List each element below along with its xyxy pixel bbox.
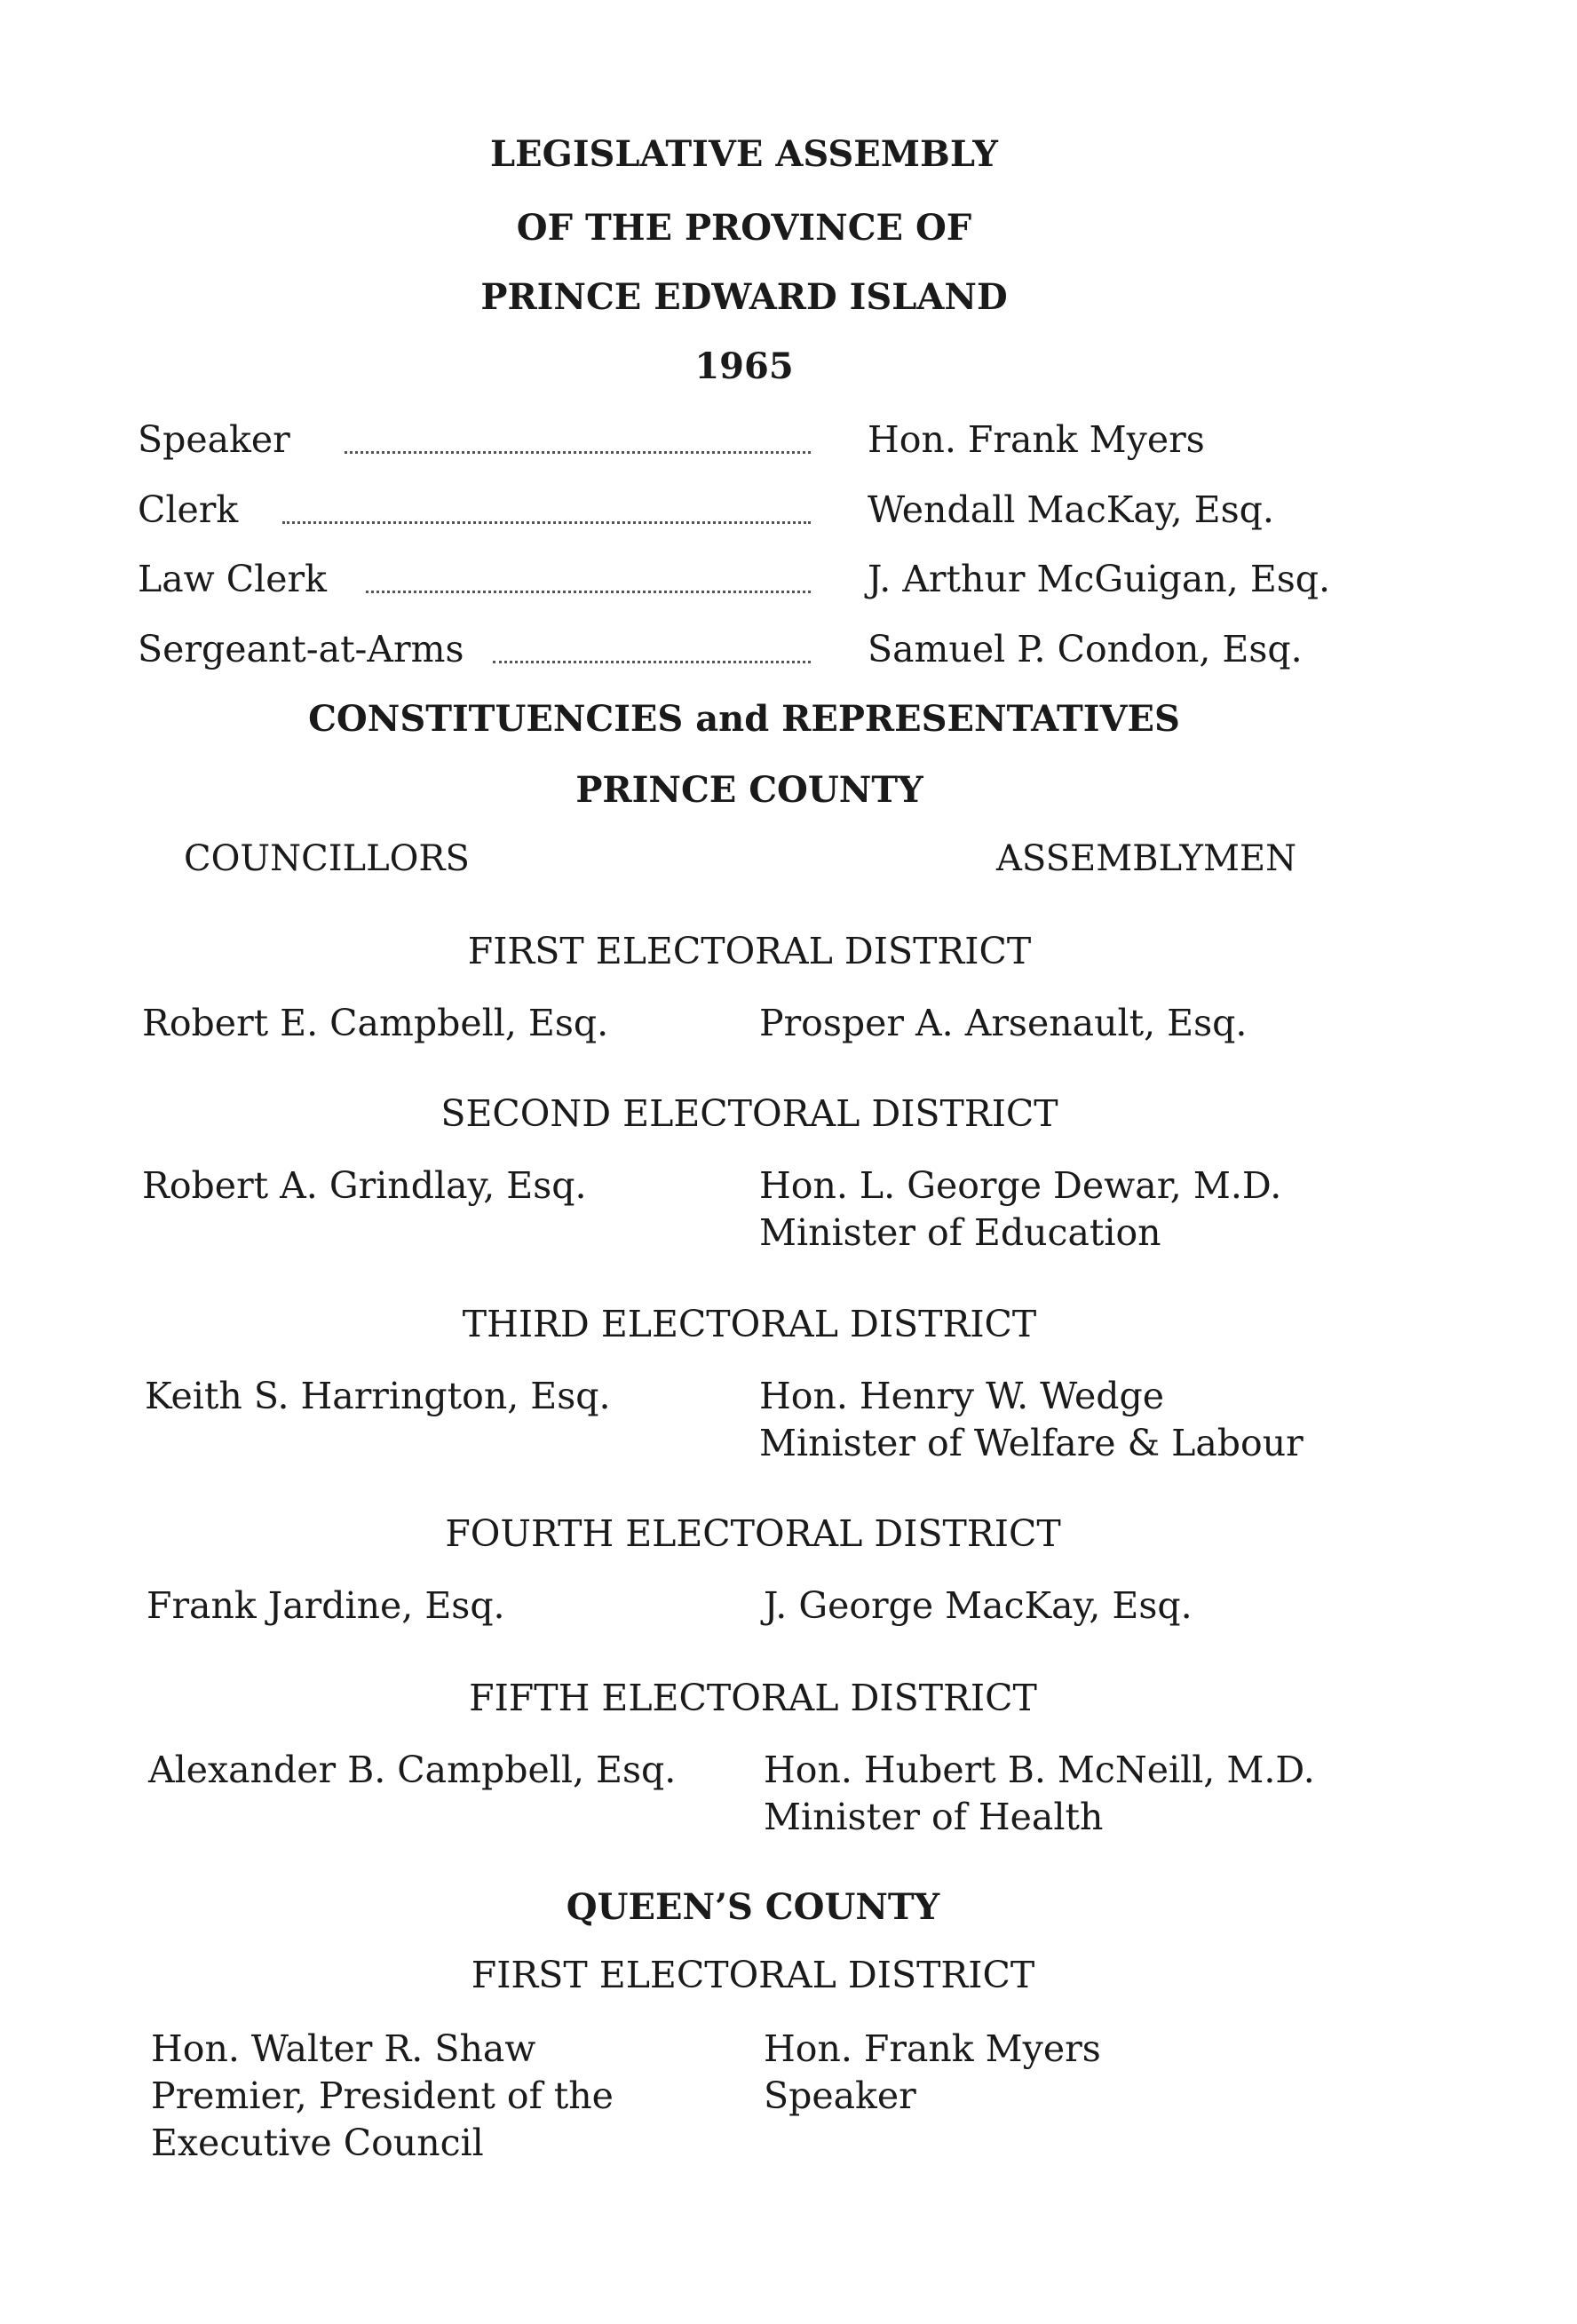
district-title: FOURTH ELECTORAL DISTRICT bbox=[445, 1512, 1061, 1555]
county-title-prince: PRINCE COUNTY bbox=[575, 769, 923, 811]
councillor-name: Keith S. Harrington, Esq. bbox=[145, 1375, 611, 1417]
councillor-name: Alexander B. Campbell, Esq. bbox=[148, 1749, 677, 1791]
assemblyman-role: Minister of Education bbox=[759, 1211, 1161, 1254]
dot-leader bbox=[493, 661, 811, 663]
officer-title: Clerk bbox=[138, 488, 239, 531]
assemblyman-name: Hon. Henry W. Wedge bbox=[759, 1375, 1164, 1417]
district-title: FIRST ELECTORAL DISTRICT bbox=[467, 930, 1032, 972]
district-title: FIFTH ELECTORAL DISTRICT bbox=[469, 1677, 1037, 1719]
dot-leader bbox=[345, 451, 811, 454]
officer-title: Speaker bbox=[138, 418, 290, 461]
assemblyman-name: J. George MacKay, Esq. bbox=[764, 1584, 1193, 1627]
assemblyman-role: Minister of Health bbox=[764, 1796, 1104, 1838]
officer-name: J. Arthur McGuigan, Esq. bbox=[868, 558, 1331, 600]
officer-name: Samuel P. Condon, Esq. bbox=[868, 628, 1303, 670]
assemblyman-name: Hon. Frank Myers bbox=[764, 2027, 1101, 2070]
councillor-name: Robert A. Grindlay, Esq. bbox=[142, 1164, 587, 1207]
district-title: SECOND ELECTORAL DISTRICT bbox=[440, 1092, 1058, 1135]
heading-line-1: LEGISLATIVE ASSEMBLY bbox=[490, 133, 998, 175]
assemblyman-role: Minister of Welfare & Labour bbox=[759, 1422, 1304, 1464]
assemblyman-role: Speaker bbox=[764, 2074, 916, 2117]
county-title-queens: QUEEN’S COUNTY bbox=[566, 1886, 940, 1928]
councillor-role: Executive Council bbox=[151, 2122, 484, 2164]
officer-title: Law Clerk bbox=[138, 558, 327, 600]
dot-leader bbox=[366, 591, 811, 593]
councillor-role: Premier, President of the bbox=[151, 2074, 614, 2117]
column-header-councillors: COUNCILLORS bbox=[184, 838, 470, 879]
assemblyman-name: Prosper A. Arsenault, Esq. bbox=[759, 1002, 1248, 1044]
column-header-assemblymen: ASSEMBLYMEN bbox=[996, 838, 1297, 879]
dot-leader bbox=[282, 521, 811, 524]
assemblyman-name: Hon. Hubert B. McNeill, M.D. bbox=[764, 1749, 1315, 1791]
district-title: FIRST ELECTORAL DISTRICT bbox=[471, 1954, 1035, 1996]
councillor-name: Hon. Walter R. Shaw bbox=[151, 2027, 536, 2070]
heading-line-3: PRINCE EDWARD ISLAND bbox=[480, 276, 1008, 318]
section-title: CONSTITUENCIES and REPRESENTATIVES bbox=[308, 698, 1180, 740]
district-title: THIRD ELECTORAL DISTRICT bbox=[462, 1303, 1037, 1345]
officer-name: Wendall MacKay, Esq. bbox=[868, 488, 1274, 531]
councillor-name: Robert E. Campbell, Esq. bbox=[142, 1002, 609, 1044]
assemblyman-name: Hon. L. George Dewar, M.D. bbox=[759, 1164, 1282, 1207]
heading-line-2: OF THE PROVINCE OF bbox=[516, 207, 972, 249]
councillor-name: Frank Jardine, Esq. bbox=[147, 1584, 505, 1627]
officer-name: Hon. Frank Myers bbox=[868, 418, 1205, 461]
officer-title: Sergeant-at-Arms bbox=[138, 628, 464, 670]
heading-year: 1965 bbox=[694, 345, 794, 387]
